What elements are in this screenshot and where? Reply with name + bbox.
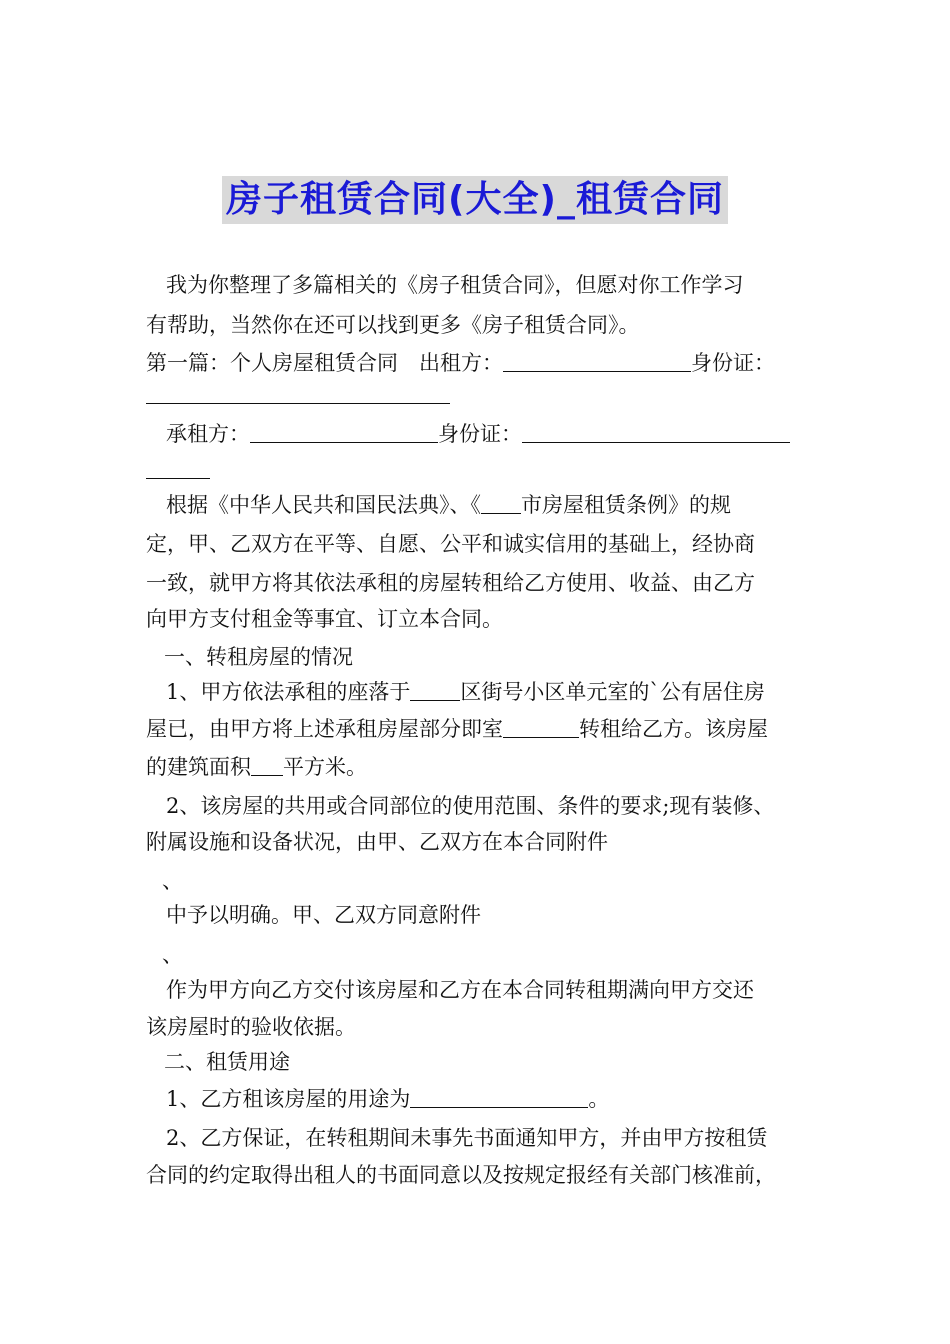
- location-blank: [410, 678, 460, 701]
- lessee-id-blank-2: [146, 456, 210, 479]
- clause-1-1-line-2: [146, 714, 768, 744]
- lessee-line: [166, 419, 790, 449]
- clause-1-2-mark-2: 、: [162, 943, 183, 967]
- clause-1-1-text-e: 的建筑面积: [146, 755, 251, 779]
- intro-line-2: 有帮助，当然你在还可以找到更多《房子租赁合同》。: [146, 313, 640, 337]
- area-blank: [251, 753, 283, 776]
- clause-1-2-line-4: 作为甲方向乙方交付该房屋和乙方在本合同转租期满向甲方交还: [166, 978, 754, 1002]
- basis-text-b: 市房屋租赁条例》的规: [521, 493, 731, 517]
- clause-2-2-line-2: 合同的约定取得出租人的书面同意以及按规定报经有关部门核准前，: [146, 1163, 776, 1187]
- clause-1-1-text-d: 转租给乙方。该房屋: [579, 717, 768, 741]
- basis-line-4: 向甲方支付租金等事宜、订立本合同。: [146, 607, 503, 631]
- lessor-label: 第一篇：个人房屋租赁合同 出租方：: [146, 351, 503, 375]
- city-blank: [481, 491, 521, 514]
- lessor-blank: [503, 349, 691, 372]
- basis-line-3: 一致，就甲方将其依法承租的房屋转租给乙方使用、收益、由乙方: [146, 571, 755, 595]
- clause-1-1-text-a: 1、甲方依法承租的座落于: [166, 680, 411, 704]
- lessor-id-blank-line: [146, 380, 450, 410]
- clause-1-2-line-1: 2、该房屋的共用或合同部位的使用范围、条件的要求;现有装修、: [166, 794, 775, 818]
- clause-1-2-line-5: 该房屋时的验收依据。: [146, 1015, 356, 1039]
- lessor-id-blank: [146, 381, 450, 404]
- usage-blank: [410, 1085, 588, 1108]
- clause-1-2-line-3: 中予以明确。甲、乙双方同意附件: [166, 903, 481, 927]
- lessor-id-label: 身份证：: [691, 351, 775, 375]
- clause-2-1-period: 。: [588, 1087, 610, 1111]
- clause-1-1-text-c: 屋已，由甲方将上述承租房屋部分即室: [146, 717, 503, 741]
- lessee-id-blank: [522, 420, 790, 443]
- clause-1-1-line-1: [166, 677, 765, 707]
- lessee-id-label: 身份证：: [438, 422, 522, 446]
- section-1-heading: 一、转租房屋的情况: [164, 645, 353, 669]
- clause-1-1-text-f: 平方米。: [283, 755, 367, 779]
- document-title: 房子租赁合同(大全)_租赁合同: [222, 176, 728, 224]
- room-blank: [503, 715, 579, 738]
- clause-2-1-text: 1、乙方租该房屋的用途为: [166, 1087, 411, 1111]
- clause-1-2-mark-1: 、: [162, 869, 183, 893]
- lessee-label: 承租方：: [166, 422, 250, 446]
- clause-2-1-line: [166, 1084, 609, 1114]
- clause-1-1-line-3: [146, 752, 367, 782]
- basis-text-a: 根据《中华人民共和国民法典》、《: [166, 493, 481, 517]
- first-article-line: [146, 348, 775, 378]
- clause-1-2-line-2: 附属设施和设备状况，由甲、乙双方在本合同附件: [146, 830, 608, 854]
- intro-line-1: 我为你整理了多篇相关的《房子租赁合同》，但愿对你工作学习: [166, 273, 744, 297]
- lessee-id-blank-cont: [146, 455, 210, 485]
- basis-line-1: [166, 490, 731, 520]
- basis-line-2: 定，甲、乙双方在平等、自愿、公平和诚实信用的基础上，经协商: [146, 532, 755, 556]
- section-2-heading: 二、租赁用途: [164, 1050, 290, 1074]
- clause-2-2-line-1: 2、乙方保证，在转租期间未事先书面通知甲方，并由甲方按租赁: [166, 1126, 768, 1150]
- clause-1-1-text-b: 区街号小区单元室的`公有居住房: [460, 680, 765, 704]
- lessee-blank: [250, 420, 438, 443]
